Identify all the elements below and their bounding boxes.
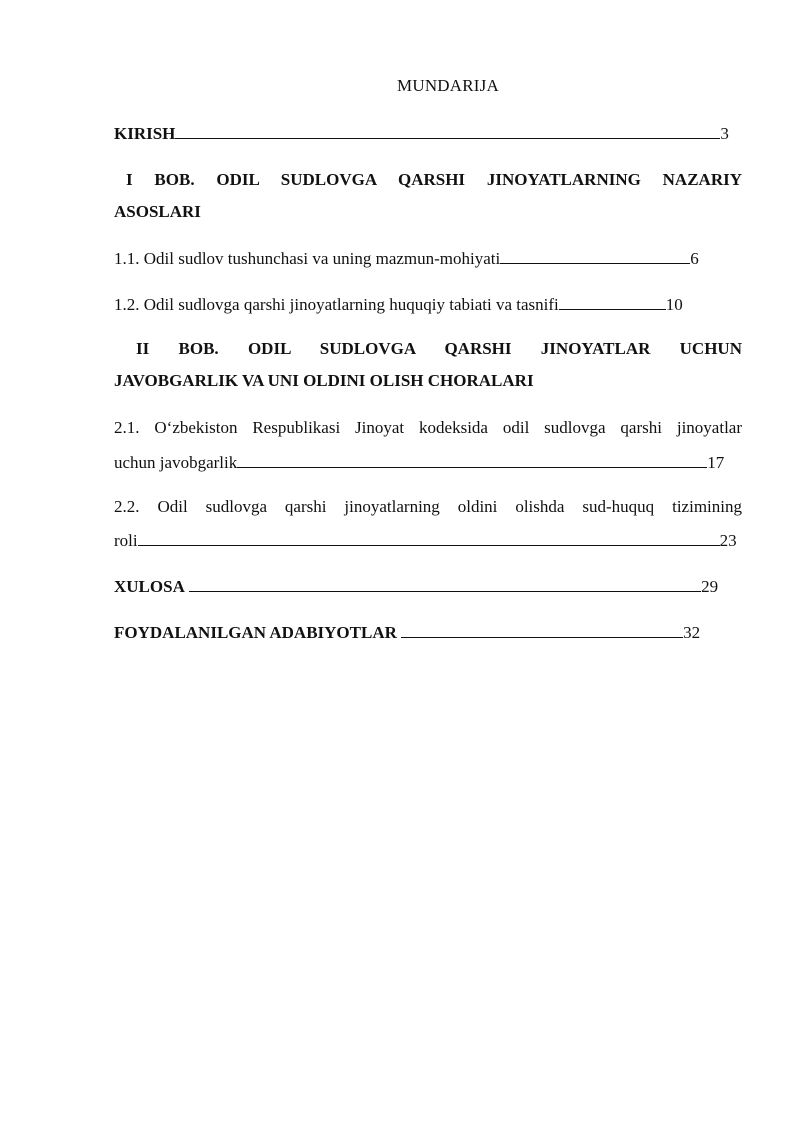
toc-page-number: 17 (707, 453, 725, 472)
toc-chapter-1-line2: ASOSLARI (114, 202, 201, 221)
toc-leader (237, 451, 707, 468)
toc-page-number: 23 (719, 531, 737, 550)
toc-entry-2-2 (114, 529, 737, 551)
toc-page-number: 6 (690, 249, 699, 268)
page-title: MUNDARIJA (397, 76, 499, 95)
toc-entry-2-2-line1: 2.2. Odil sudlovga qarshi jinoyatlarning oldini olishda sud-huquq tizimining (114, 497, 742, 516)
toc-leader (500, 247, 690, 264)
toc-label: uchun javobgarlik (114, 453, 238, 472)
toc-entry-1-2 (114, 293, 683, 315)
toc-label: KIRISH (114, 124, 176, 143)
toc-label: roli (114, 531, 138, 550)
toc-page-number: 29 (701, 577, 719, 596)
toc-chapter-2-line1: II BOB. ODIL SUDLOVGA QARSHI JINOYATLAR UCHUN (136, 339, 742, 358)
toc-chapter-1-line1: I BOB. ODIL SUDLOVGA QARSHI JINOYATLARNING NAZARIY (126, 170, 742, 189)
toc-entry-kirish (114, 122, 729, 144)
toc-entry-adabiyotlar (114, 621, 700, 643)
toc-entry-2-1-line1: 2.1. O‘zbekiston Respublikasi Jinoyat kodeksida odil sudlovga qarshi jinoyatlar (114, 418, 742, 437)
toc-leader (138, 529, 720, 546)
toc-leader (559, 293, 666, 310)
toc-page-number: 10 (665, 295, 683, 314)
toc-entry-2-1 (114, 451, 724, 473)
toc-page-number: 32 (683, 623, 701, 642)
toc-label: XULOSA (114, 577, 185, 596)
toc-entry-1-1 (114, 247, 699, 269)
toc-entry-xulosa (114, 575, 718, 597)
toc-label: 1.1. Odil sudlov tushunchasi va uning mazmun-mohiyati (114, 249, 501, 268)
toc-leader (189, 575, 701, 592)
toc-chapter-2-line2: JAVOBGARLIK VA UNI OLDINI OLISH CHORALARI (114, 371, 534, 390)
toc-leader (175, 122, 720, 139)
toc-label: FOYDALANILGAN ADABIYOTLAR (114, 623, 397, 642)
toc-label: 1.2. Odil sudlovga qarshi jinoyatlarning huquqiy tabiati va tasnifi (114, 295, 559, 314)
toc-leader (401, 621, 683, 638)
toc-page-number: 3 (720, 124, 729, 143)
